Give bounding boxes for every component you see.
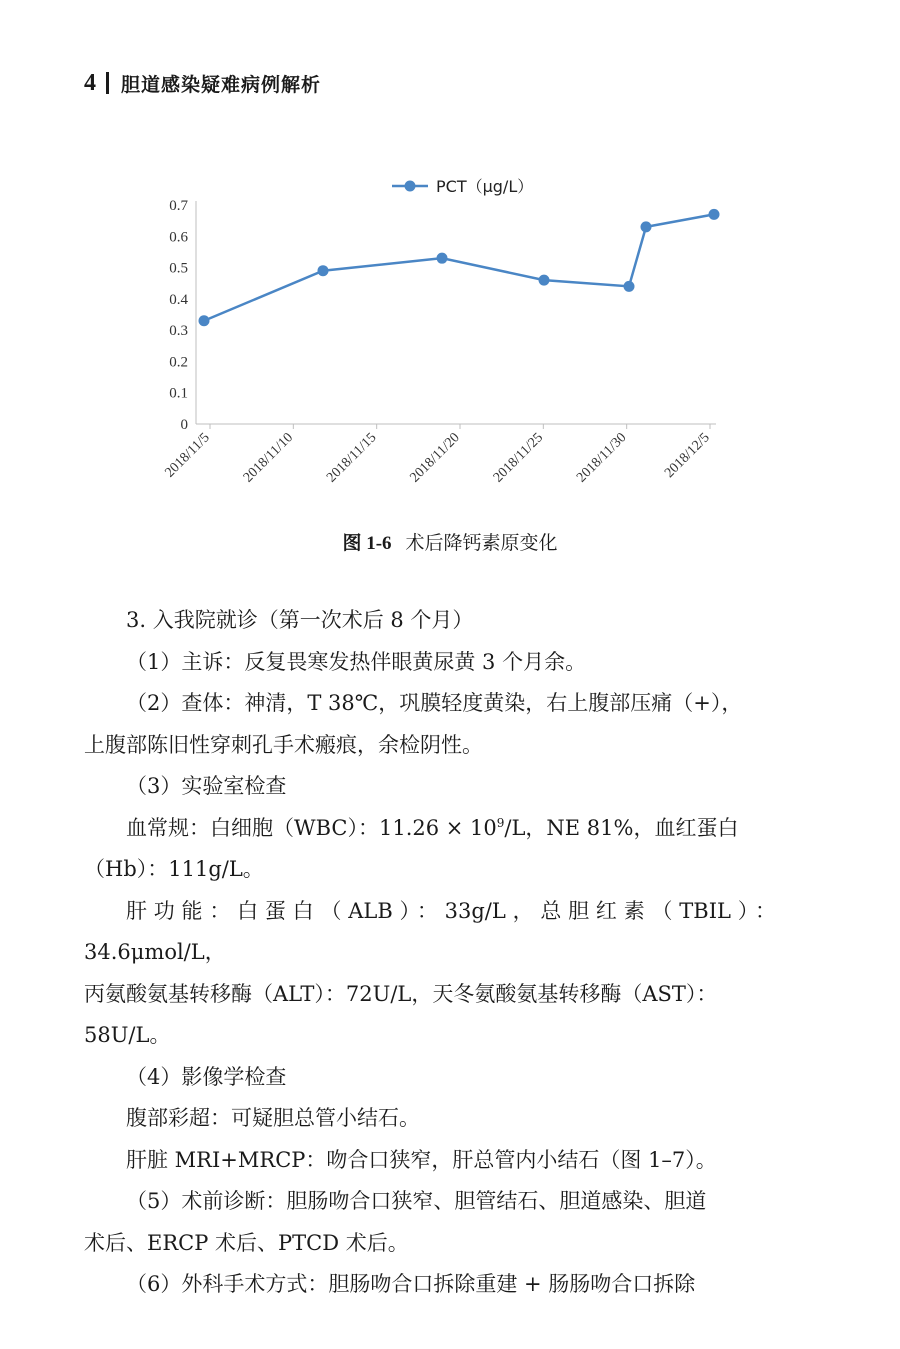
running-title: 胆道感染疑难病例解析 [121,73,322,96]
chief-complaint: （1）主诉：反复畏寒发热伴眼黄尿黄 3 个月余。 [126,649,587,674]
pct-line-chart [140,165,740,505]
physical-exam-line-1: （2）查体：神清，T 38℃，巩膜轻度黄染，右上腹部压痛（+）， [126,691,743,715]
data-point [709,209,720,220]
liver-function-line-2: 丙氨酸氨基转移酶（ALT）：72U/L，天冬氨酸氨基转移酶（AST）： [84,981,718,1006]
liver-function-line-1: 肝功能：白蛋白（ALB）：33g/L，总胆红素（TBIL）：34.6μmol/L， [84,898,776,964]
y-tick-label: 0.5 [169,260,188,277]
lab-heading: （3）实验室检查 [126,774,287,798]
chart-legend [392,177,533,196]
y-axis [169,198,196,433]
figure-caption [0,528,900,555]
liver-function-line-3: 58U/L。 [84,1023,171,1047]
x-tick-label: 2018/12/5 [662,430,713,481]
x-axis [162,424,716,486]
y-tick-label: 0.6 [169,229,188,246]
blood-routine-part-b: /L，NE 81%，血红蛋白 [504,815,739,840]
ultrasound-result: 腹部彩超：可疑胆总管小结石。 [126,1106,420,1130]
blood-routine-line-1 [84,808,776,850]
diagnosis-line-1: （5）术前诊断：胆肠吻合口狭窄、胆管结石、胆道感染、胆道 [126,1189,707,1213]
y-tick-label: 0.3 [169,323,188,340]
data-point [199,315,210,326]
y-tick-label: 0.7 [169,198,188,214]
blood-routine-part-a: 血常规：白细胞（WBC）：11.26 × 10 [126,815,497,840]
y-tick-label: 0.4 [169,291,188,308]
page-number: 4 [84,69,96,96]
y-tick-label: 0.1 [169,385,188,402]
x-tick-label: 2018/11/25 [490,430,547,486]
x-tick-label: 2018/11/5 [162,430,213,481]
data-point [641,221,652,232]
y-tick-label: 0.2 [169,354,188,371]
x-tick-label: 2018/11/20 [407,430,463,486]
blood-routine-line-2: （Hb）：111g/L。 [84,857,264,881]
figure-title: 术后降钙素原变化 [405,532,558,554]
header-divider [106,72,109,94]
section-heading: 3. 入我院就诊（第一次术后 8 个月） [126,608,474,632]
physical-exam-line-2: 上腹部陈旧性穿刺孔手术瘢痕，余检阴性。 [84,732,483,757]
surgery-method: （6）外科手术方式：胆肠吻合口拆除重建 + 肠肠吻合口拆除 [126,1272,696,1296]
legend-marker [405,181,416,192]
data-point [624,281,635,292]
exponent: 9 [496,815,505,830]
data-point [437,253,448,264]
y-tick-label: 0 [180,417,188,433]
running-header [84,68,321,98]
mri-result: 肝脏 MRI+MRCP：吻合口狭窄，肝总管内小结石（图 1–7）。 [126,1147,717,1172]
body-text [84,600,776,1306]
data-point [539,275,550,286]
figure-number: 图 1-6 [342,533,392,554]
diagnosis-line-2: 术后、ERCP 术后、PTCD 术后。 [84,1230,409,1255]
x-tick-label: 2018/11/30 [574,430,630,486]
imaging-heading: （4）影像学检查 [126,1064,287,1089]
legend-label: PCT（μg/L） [436,177,534,196]
series-pct [199,209,720,326]
x-tick-label: 2018/11/15 [324,430,380,486]
x-tick-label: 2018/11/10 [240,430,297,486]
series-line [204,214,714,320]
data-point [318,265,329,276]
